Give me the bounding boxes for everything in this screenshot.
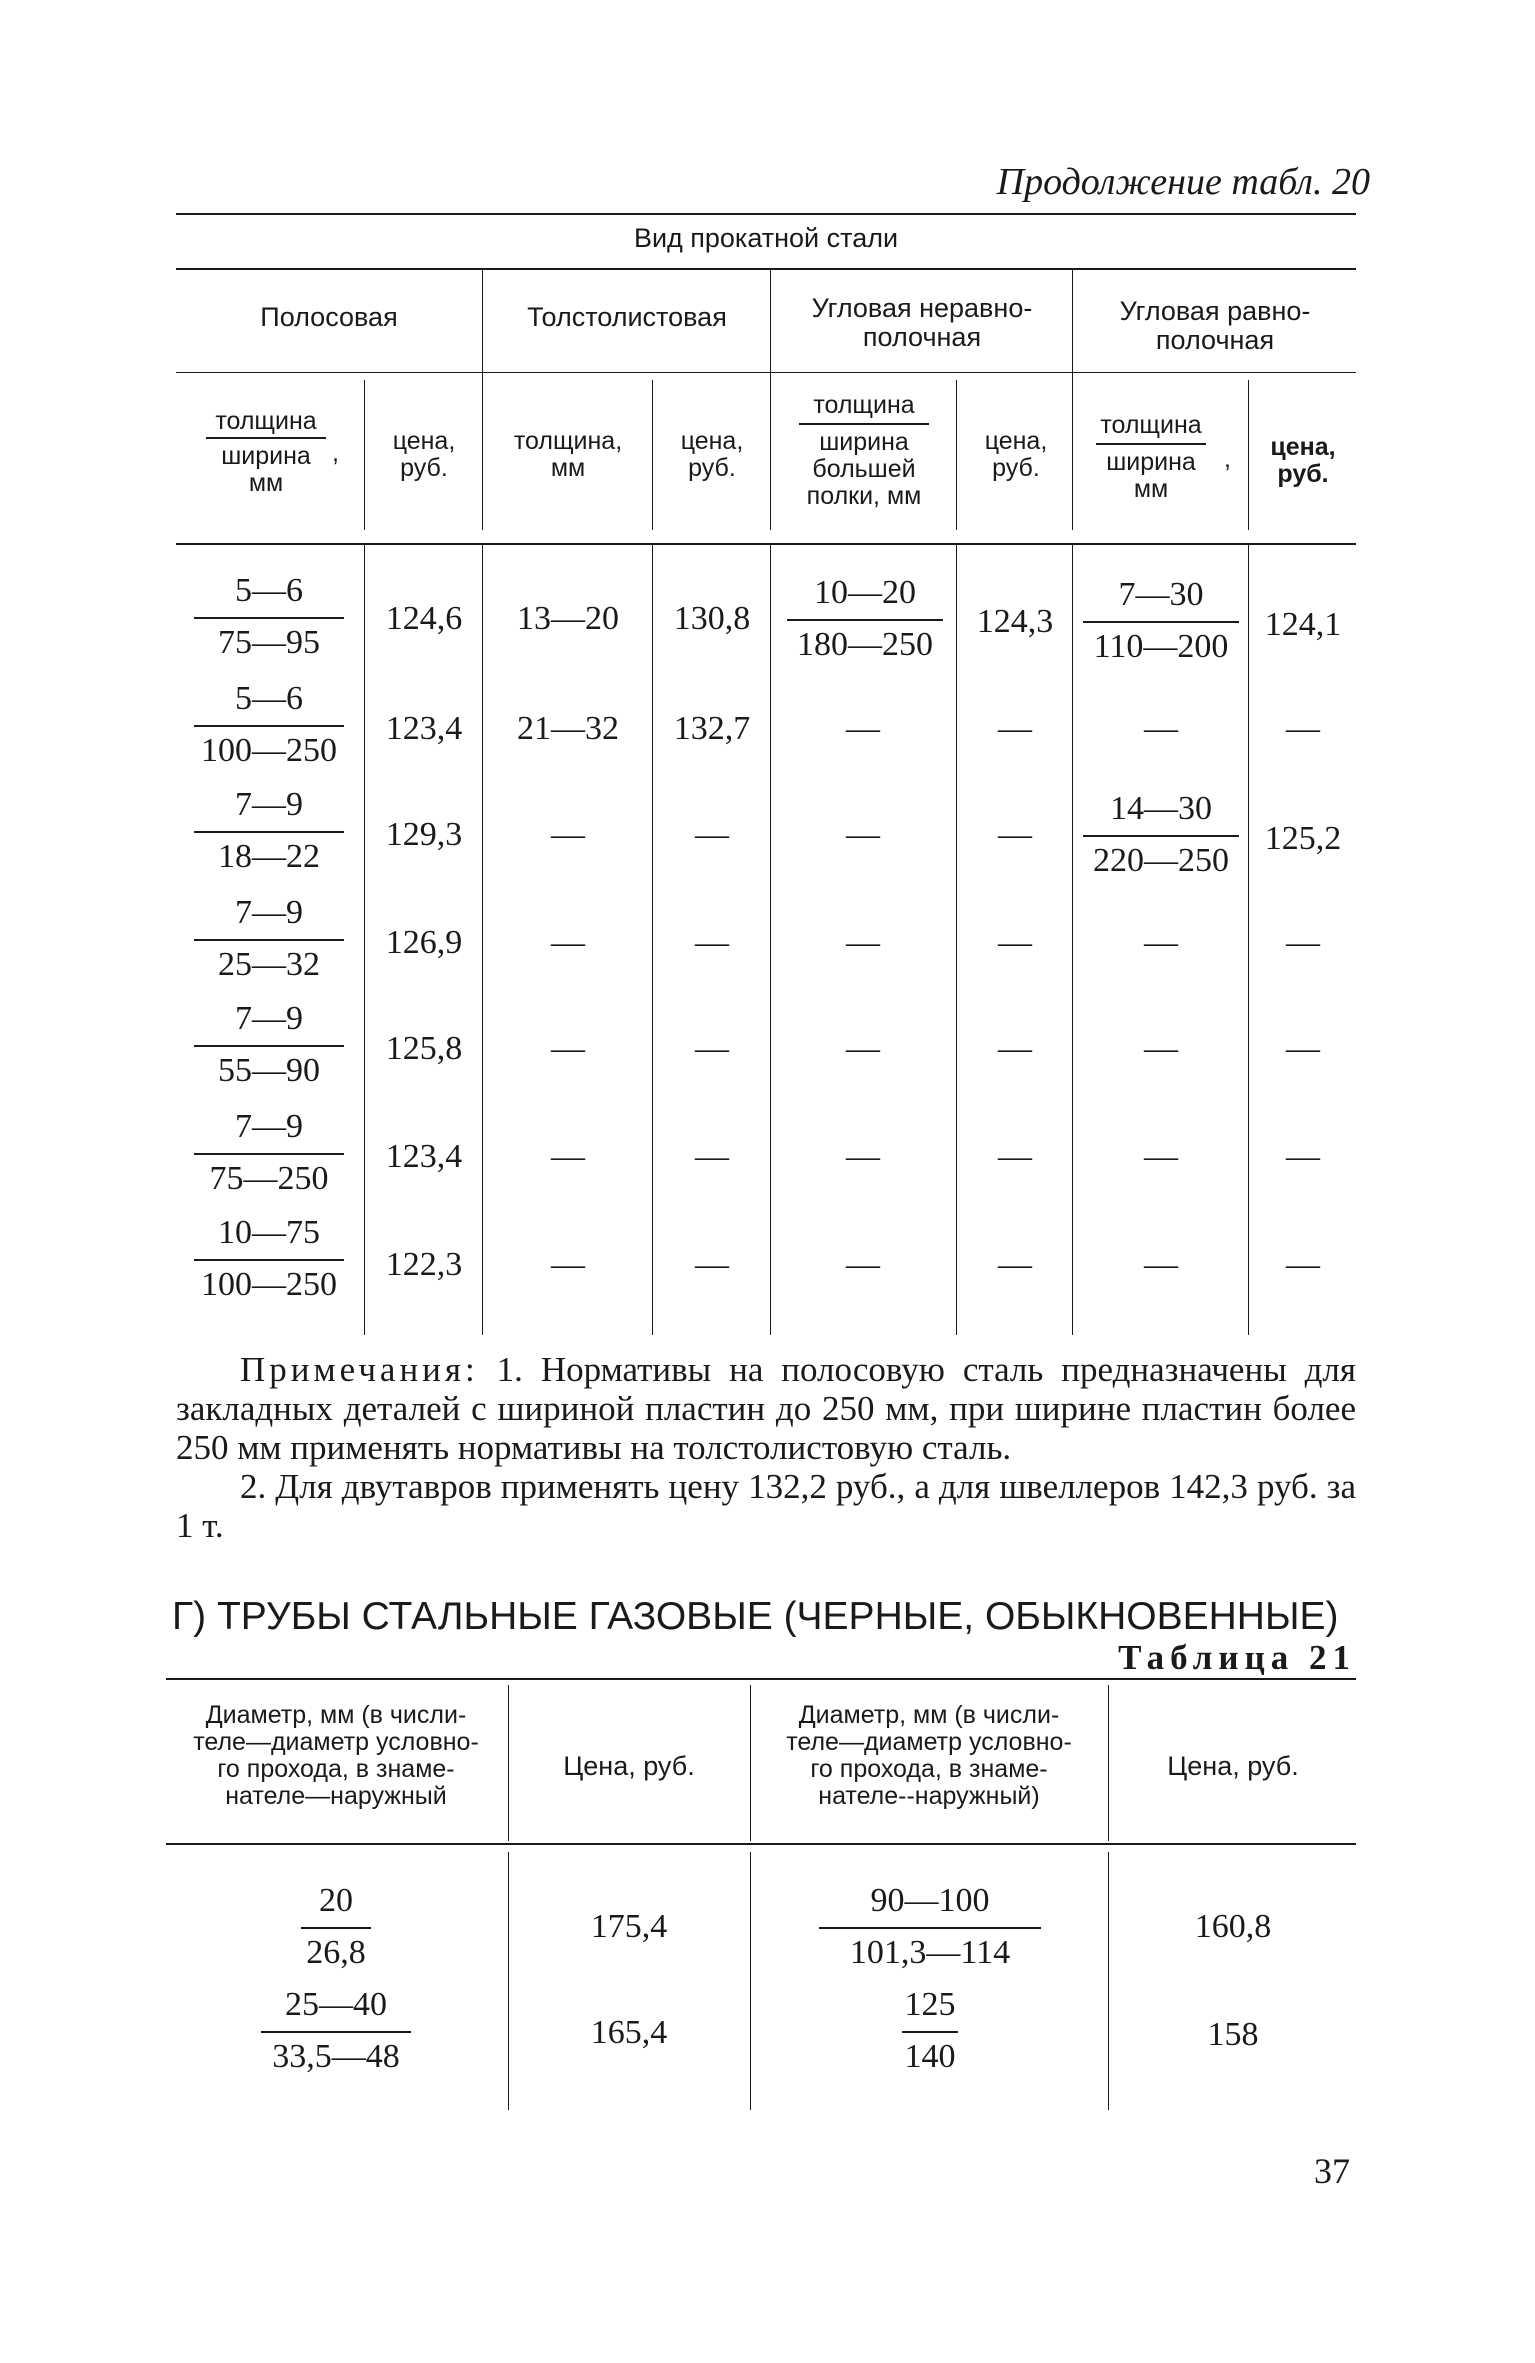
table20-group-rule <box>176 268 1356 270</box>
empty-cell-dash: — <box>846 710 880 747</box>
empty-cell-dash: — <box>695 816 729 853</box>
empty-cell-dash: — <box>1144 924 1178 961</box>
empty-cell-dash: — <box>998 1030 1032 1067</box>
vrule <box>508 1852 509 2110</box>
vrule <box>1248 380 1249 530</box>
vrule <box>482 270 483 530</box>
empty-cell-dash: — <box>998 1246 1032 1283</box>
strip-size: 5—6 100—250 <box>186 680 352 770</box>
unequal-size-subheader: толщина ширина большей полки, мм <box>774 392 954 510</box>
t21-price: 175,4 <box>590 1908 668 1945</box>
empty-cell-dash: — <box>1144 1246 1178 1283</box>
vrule <box>652 380 653 530</box>
vrule <box>364 545 365 1335</box>
t21-price: 165,4 <box>590 2014 668 2051</box>
vrule <box>956 545 957 1335</box>
table20-top-rule <box>176 213 1356 215</box>
empty-cell-dash: — <box>1144 1138 1178 1175</box>
vrule <box>770 545 771 1335</box>
table21-header-rule <box>166 1843 1356 1845</box>
strip-price: 123,4 <box>385 1138 463 1175</box>
unequal-size: 10—20 180—250 <box>780 574 950 664</box>
empty-cell-dash: — <box>1144 1030 1178 1067</box>
equal-price: 125,2 <box>1264 820 1342 857</box>
empty-cell-dash: — <box>846 816 880 853</box>
t21-price-header: Цена, руб. <box>563 1751 695 1781</box>
plate-price-subheader: цена, руб. <box>680 427 744 482</box>
strip-price: 125,8 <box>385 1030 463 1067</box>
empty-cell-dash: — <box>695 924 729 961</box>
t21-diameter: 125 140 <box>800 1986 1060 2076</box>
note-1: 1. Нормативы на полосовую сталь предназначены для закладных деталей с шириной пластин до 250 мм, при ширине пластин более 250 мм применять нормативы на толстолистовую сталь. <box>176 1350 1356 1467</box>
empty-cell-dash: — <box>1144 710 1178 747</box>
strip-size-subheader: толщина ширина мм <box>186 408 346 497</box>
vrule <box>1108 1852 1109 2110</box>
vrule <box>652 545 653 1335</box>
empty-cell-dash: — <box>551 1246 585 1283</box>
empty-cell-dash: — <box>551 1138 585 1175</box>
strip-price: 129,3 <box>385 816 463 853</box>
t21-price: 160,8 <box>1194 1908 1272 1945</box>
empty-cell-dash: — <box>551 924 585 961</box>
equal-size-subheader: толщина ширина мм <box>1076 412 1226 503</box>
vrule <box>482 545 483 1335</box>
vrule <box>1072 270 1073 530</box>
table20-notes <box>176 1350 1356 1545</box>
vrule <box>1072 545 1073 1335</box>
plate-thickness: 21—32 <box>517 710 619 747</box>
equal-size: 7—30 110—200 <box>1076 576 1246 666</box>
note-2: 2. Для двутавров применять цену 132,2 руб., а для швеллеров 142,3 руб. за 1 т. <box>176 1467 1356 1545</box>
strip-price: 124,6 <box>385 600 463 637</box>
plate-thickness: 13—20 <box>517 600 619 637</box>
table20-group-title: Вид прокатной стали <box>633 223 899 253</box>
strip-comma: , <box>332 439 339 467</box>
vrule <box>770 270 771 530</box>
unequal-price: 124,3 <box>976 603 1054 640</box>
t21-diameter: 20 26,8 <box>206 1882 466 1972</box>
vrule <box>956 380 957 530</box>
col-unequal-header: Угловая неравно- полочная <box>811 293 1033 352</box>
strip-price: 126,9 <box>385 924 463 961</box>
vrule <box>1108 1685 1109 1841</box>
plate-price: 132,7 <box>673 710 751 747</box>
equal-comma: , <box>1224 445 1231 473</box>
strip-price: 122,3 <box>385 1246 463 1283</box>
empty-cell-dash: — <box>1286 924 1320 961</box>
t21-diameter: 90—100 101,3—114 <box>800 1882 1060 1972</box>
t21-diameter: 25—40 33,5—48 <box>206 1986 466 2076</box>
vrule <box>508 1685 509 1841</box>
page-number: 37 <box>1314 2151 1350 2191</box>
empty-cell-dash: — <box>998 816 1032 853</box>
table20-subheader-rule <box>176 543 1356 545</box>
vrule <box>364 380 365 530</box>
col-equal-header: Угловая равно- полочная <box>1119 296 1311 355</box>
empty-cell-dash: — <box>998 710 1032 747</box>
vrule <box>750 1685 751 1841</box>
vrule <box>750 1852 751 2110</box>
vrule <box>1248 545 1249 1335</box>
empty-cell-dash: — <box>846 1030 880 1067</box>
empty-cell-dash: — <box>1286 710 1320 747</box>
empty-cell-dash: — <box>1286 1246 1320 1283</box>
empty-cell-dash: — <box>695 1030 729 1067</box>
plate-thickness-subheader: толщина, мм <box>513 427 623 482</box>
strip-price: 123,4 <box>385 710 463 747</box>
strip-size: 7—9 75—250 <box>186 1108 352 1198</box>
table21-label: Таблица 21 <box>1118 1638 1356 1677</box>
empty-cell-dash: — <box>551 1030 585 1067</box>
strip-size: 7—9 55—90 <box>186 1000 352 1090</box>
empty-cell-dash: — <box>846 1138 880 1175</box>
t21-price: 158 <box>1207 2016 1259 2053</box>
t21-diameter-header-2: Диаметр, мм (в числи- теле—диаметр условно- го прохода, в знаме- нателе--наружный) <box>786 1701 1072 1810</box>
t21-diameter-header: Диаметр, мм (в числи- теле—диаметр условно- го прохода, в знаме- нателе—наружный <box>193 1701 479 1810</box>
plate-price: 130,8 <box>673 600 751 637</box>
equal-price-subheader: цена, руб. <box>1270 433 1336 488</box>
notes-label: Примечания: <box>240 1350 479 1389</box>
empty-cell-dash: — <box>846 1246 880 1283</box>
equal-size: 14—30 220—250 <box>1076 790 1246 880</box>
strip-size: 7—9 18—22 <box>186 786 352 876</box>
strip-size: 10—75 100—250 <box>186 1214 352 1304</box>
continuation-caption: Продолжение табл. 20 <box>996 161 1370 203</box>
t21-price-header-2: Цена, руб. <box>1167 1751 1299 1781</box>
table20-header-rule <box>176 372 1356 373</box>
col-plate-header: Толстолистовая <box>527 302 727 332</box>
strip-price-subheader: цена, руб. <box>392 427 456 482</box>
empty-cell-dash: — <box>998 1138 1032 1175</box>
empty-cell-dash: — <box>551 816 585 853</box>
empty-cell-dash: — <box>1286 1138 1320 1175</box>
strip-size: 7—9 25—32 <box>186 894 352 984</box>
section-g-title: Г) ТРУБЫ СТАЛЬНЫЕ ГАЗОВЫЕ (ЧЕРНЫЕ, ОБЫКНОВЕННЫЕ) <box>172 1595 1339 1638</box>
col-strip-header: Полосовая <box>260 302 398 332</box>
table21-top-rule <box>166 1678 1356 1680</box>
unequal-price-subheader: цена, руб. <box>984 427 1048 482</box>
empty-cell-dash: — <box>695 1246 729 1283</box>
empty-cell-dash: — <box>846 924 880 961</box>
empty-cell-dash: — <box>998 924 1032 961</box>
equal-price: 124,1 <box>1264 606 1342 643</box>
empty-cell-dash: — <box>1286 1030 1320 1067</box>
strip-size: 5—6 75—95 <box>186 572 352 662</box>
empty-cell-dash: — <box>695 1138 729 1175</box>
